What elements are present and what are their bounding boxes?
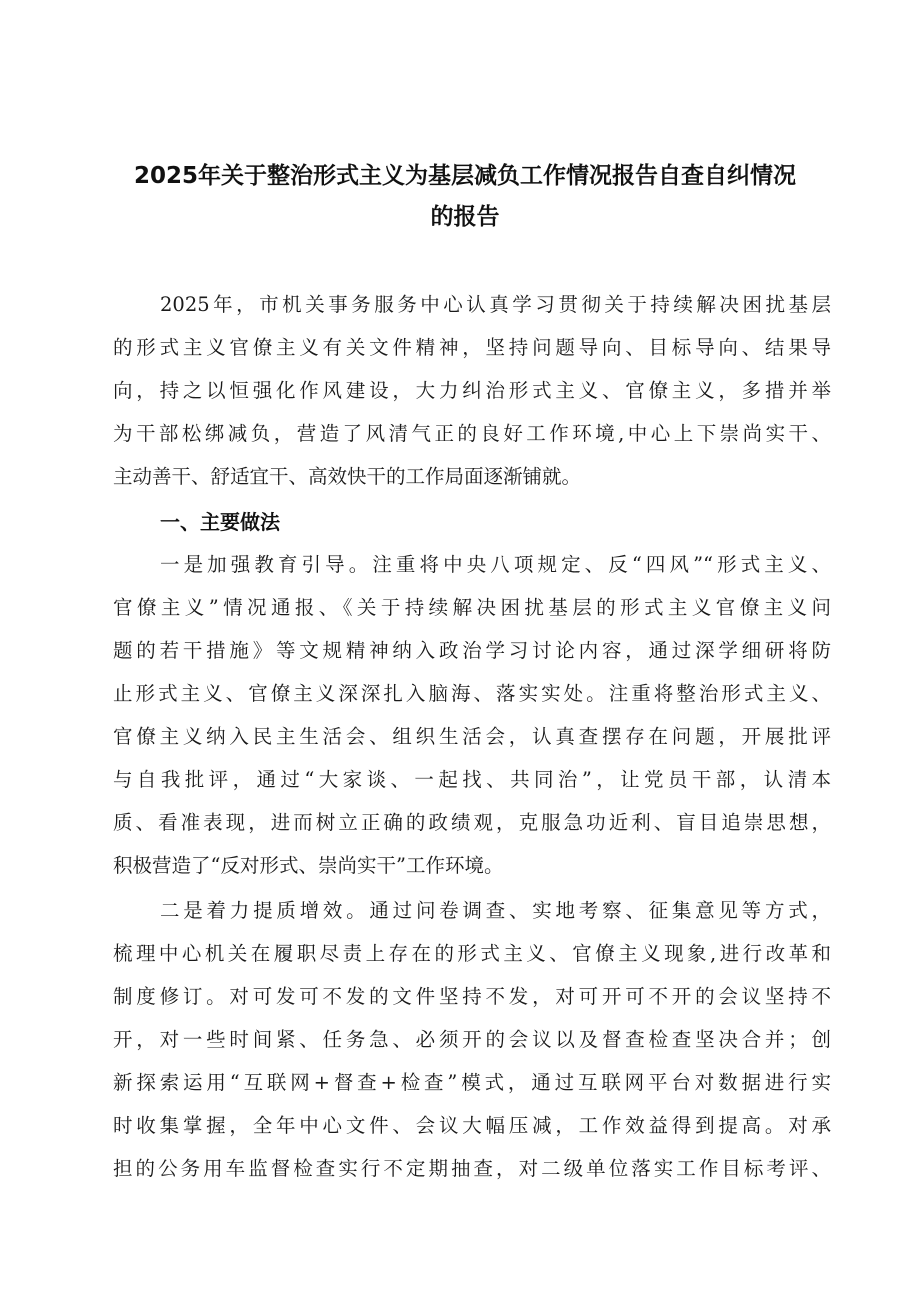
- paragraph-1-line-4: 为干部松绑减负，营造了风清气正的良好工作环境,中心上下崇尚实干、: [113, 422, 831, 445]
- paragraph-1-line-1: 2025年，市机关事务服务中心认真学习贯彻关于持续解决困扰基层: [160, 293, 831, 316]
- paragraph-3-line-2: 梳理中心机关在履职尽责上存在的形式主义、官僚主义现象,进行改革和: [113, 942, 831, 965]
- paragraph-3-line-3: 制度修订。对可发可不发的文件坚持不发，对可开可不开的会议坚持不: [113, 985, 831, 1008]
- section-heading-main-practices: 一、主要做法: [160, 510, 280, 534]
- paragraph-1-line-2: 的形式主义官僚主义有关文件精神，坚持问题导向、目标导向、结果导: [113, 336, 831, 359]
- paragraph-2-line-7: 质、看准表现，进而树立正确的政绩观，克服急功近利、盲目追崇思想，: [113, 811, 831, 834]
- paragraph-3-line-4: 开，对一些时间紧、任务急、必须开的会议以及督查检查坚决合并；创: [113, 1028, 831, 1051]
- paragraph-3-line-5: 新探索运用“互联网+督查+检查”模式，通过互联网平台对数据进行实: [113, 1071, 831, 1094]
- paragraph-2-line-2: 官僚主义”情况通报、《关于持续解决困扰基层的形式主义官僚主义问: [113, 596, 831, 619]
- paragraph-2-line-5: 官僚主义纳入民主生活会、组织生活会，认真查摆存在问题，开展批评: [113, 725, 831, 748]
- paragraph-1-line-3: 向，持之以恒强化作风建设，大力纠治形式主义、官僚主义，多措并举: [113, 379, 831, 402]
- paragraph-2-line-8: 积极营造了“反对形式、崇尚实干”工作环境。: [113, 854, 504, 877]
- document-title-line-2: 的报告: [430, 204, 500, 230]
- paragraph-1-line-5: 主动善干、舒适宜干、高效快干的工作局面逐渐铺就。: [113, 465, 582, 488]
- paragraph-2-line-6: 与自我批评，通过“大家谈、一起找、共同治”，让党员干部，认清本: [113, 768, 831, 791]
- paragraph-2-line-3: 题的若干措施》等文规精神纳入政治学习讨论内容，通过深学细研将防: [113, 639, 831, 662]
- paragraph-3-line-7: 担的公务用车监督检查实行不定期抽查，对二级单位落实工作目标考评、: [113, 1157, 831, 1180]
- paragraph-2-line-4: 止形式主义、官僚主义深深扎入脑海、落实实处。注重将整治形式主义、: [113, 682, 831, 705]
- paragraph-3-line-1: 二是着力提质增效。通过问卷调查、实地考察、征集意见等方式，: [160, 899, 831, 922]
- paragraph-2-line-1: 一是加强教育引导。注重将中央八项规定、反“四风”“形式主义、: [160, 553, 831, 576]
- paragraph-3-line-6: 时收集掌握，全年中心文件、会议大幅压减，工作效益得到提高。对承: [113, 1114, 831, 1137]
- document-title-line-1: 2025年关于整治形式主义为基层减负工作情况报告自查自纠情况: [133, 163, 796, 189]
